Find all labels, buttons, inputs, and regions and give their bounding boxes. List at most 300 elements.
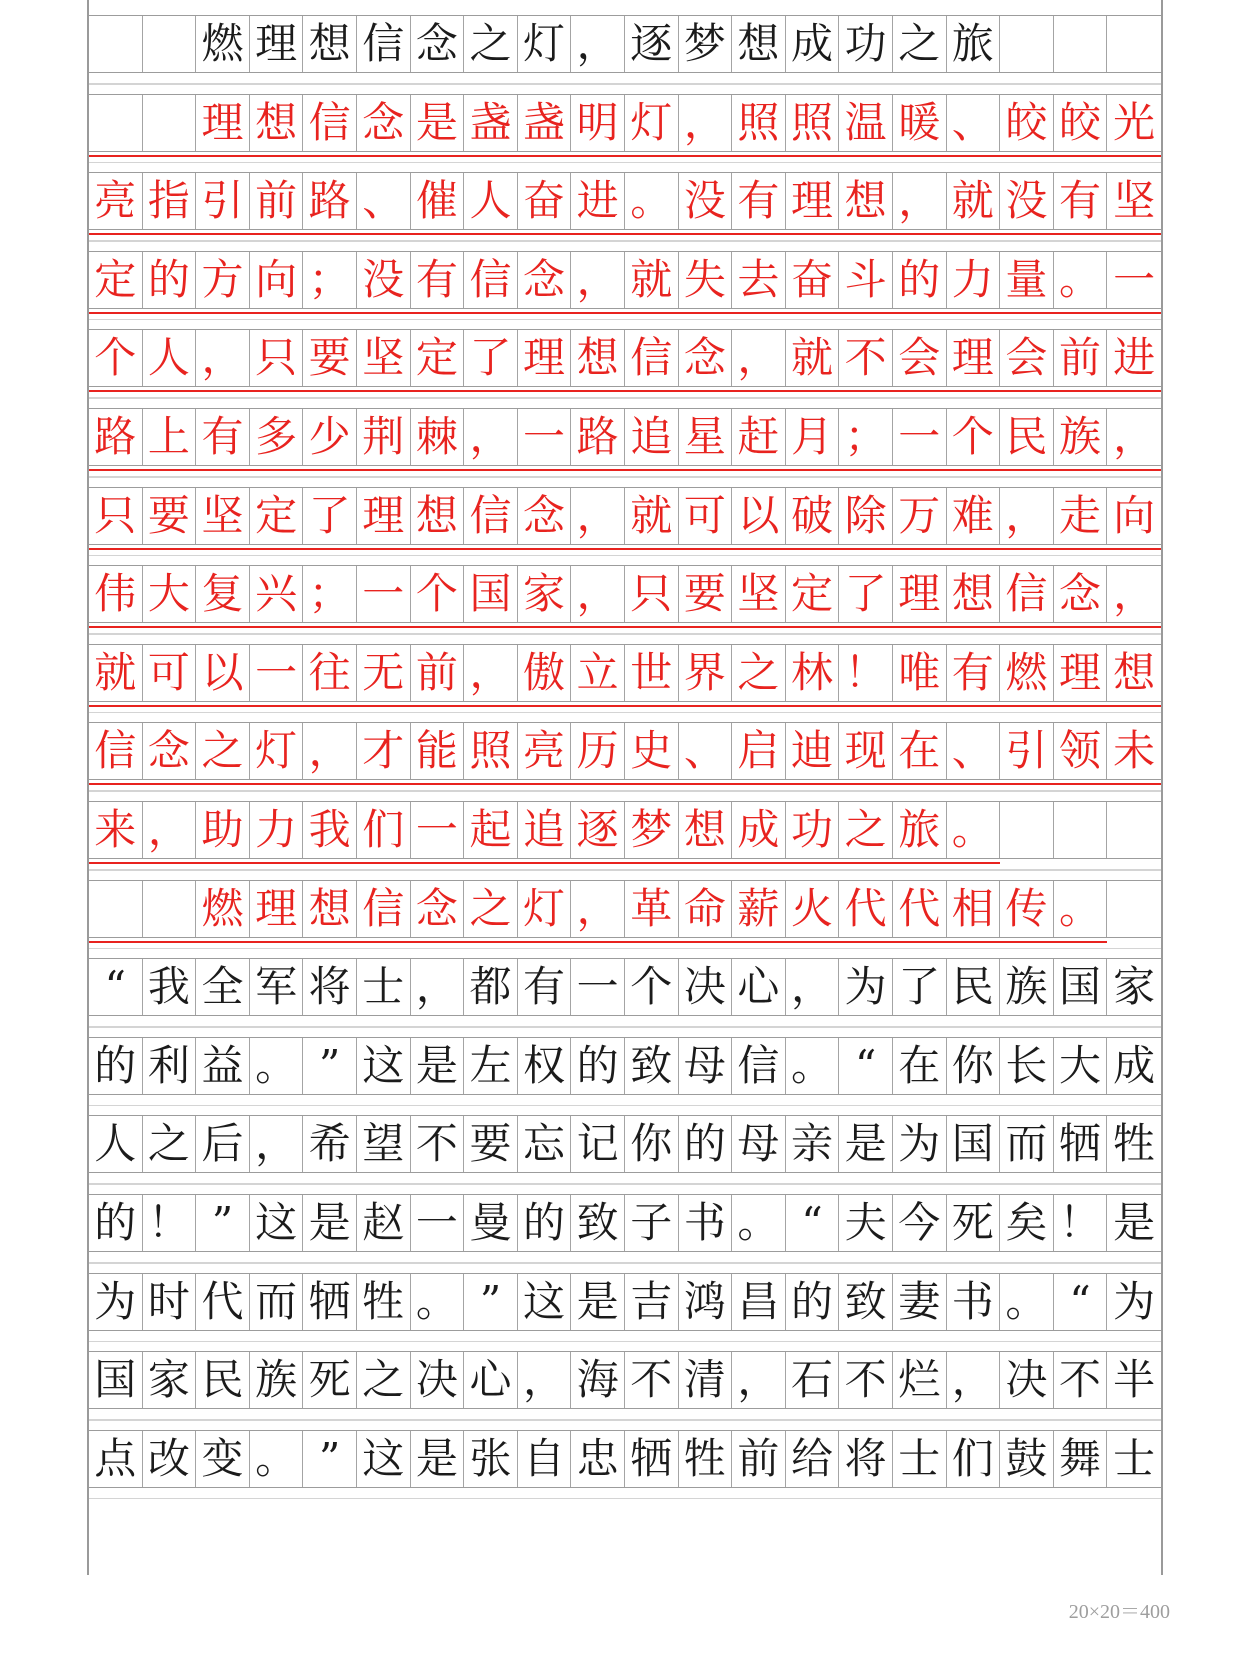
grid-cell: 进 — [571, 173, 625, 229]
grid-cell: 只 — [89, 488, 143, 544]
grid-cell: 、 — [679, 723, 733, 779]
grid-cell: ； — [839, 409, 893, 465]
grid-cell: 。 — [947, 802, 1001, 858]
row-gap-line — [89, 1026, 1161, 1028]
grid-cell: ” — [464, 1274, 518, 1330]
grid-cell: 奋 — [786, 252, 840, 308]
grid-cell: 只 — [625, 566, 679, 622]
grid-cell: 皎 — [1000, 95, 1054, 151]
grid-cell: 了 — [839, 566, 893, 622]
grid-cell: 月 — [786, 409, 840, 465]
grid-cell: 赵 — [357, 1195, 411, 1251]
grid-cell: ， — [196, 330, 250, 386]
row-gap-line — [89, 397, 1161, 399]
grid-cell — [143, 95, 197, 151]
grid-cell: 信 — [732, 1038, 786, 1094]
grid-cell: 的 — [679, 1116, 733, 1172]
grid-cell: 之 — [464, 881, 518, 937]
grid-cell: 曼 — [464, 1195, 518, 1251]
grid-cell: 万 — [893, 488, 947, 544]
grid-cell: 可 — [679, 488, 733, 544]
grid-cell: 不 — [1054, 1352, 1108, 1408]
grid-cell — [1000, 802, 1054, 858]
grid-cell: 念 — [411, 881, 465, 937]
grid-cell: “ — [1054, 1274, 1108, 1330]
grid-cell: 逐 — [625, 16, 679, 72]
grid-cell: 国 — [1054, 959, 1108, 1015]
grid-cell: 吉 — [625, 1274, 679, 1330]
grid-cell: 点 — [89, 1431, 143, 1487]
grid-cell: 前 — [1054, 330, 1108, 386]
grid-cell: 士 — [1113, 1433, 1156, 1483]
grid-cell: 子 — [625, 1195, 679, 1251]
grid-cell: 定 — [89, 252, 143, 308]
grid-cell: 代 — [196, 1274, 250, 1330]
grid-cell: ， — [143, 802, 197, 858]
row-gap-line — [89, 319, 1161, 321]
grid-cell: 记 — [571, 1116, 625, 1172]
grid-cell: 指 — [143, 173, 197, 229]
grid-cell: 矣 — [1000, 1195, 1054, 1251]
grid-cell: ， — [571, 881, 625, 937]
grid-cell: 革 — [625, 881, 679, 937]
grid-cell: 前 — [411, 645, 465, 701]
grid-cell: 信 — [89, 723, 143, 779]
grid-cell: 的 — [571, 1038, 625, 1094]
grid-cell: 的 — [786, 1274, 840, 1330]
grid-cell: 要 — [464, 1116, 518, 1172]
grid-cell: 忠 — [571, 1431, 625, 1487]
text-row — [89, 722, 1161, 780]
grid-cell: 有 — [196, 409, 250, 465]
manuscript-grid — [87, 0, 1163, 1575]
grid-cell: 今 — [893, 1195, 947, 1251]
grid-cell: 了 — [893, 959, 947, 1015]
grid-cell: 灯 — [518, 16, 572, 72]
grid-cell: 念 — [518, 488, 572, 544]
grid-cell: 的 — [893, 252, 947, 308]
grid-cell: 清 — [679, 1352, 733, 1408]
grid-cell: 催 — [411, 173, 465, 229]
grid-cell: 牲 — [357, 1274, 411, 1330]
grid-cell: 向 — [1113, 490, 1156, 540]
grid-cell: 燃 — [196, 16, 250, 72]
row-gap-line — [89, 83, 1161, 85]
grid-cell: 改 — [143, 1431, 197, 1487]
grid-cell: 想 — [947, 566, 1001, 622]
grid-cell: ， — [518, 1352, 572, 1408]
text-row — [89, 1037, 1161, 1095]
grid-cell: 燃 — [1000, 645, 1054, 701]
grid-cell: 张 — [464, 1431, 518, 1487]
grid-cell: 牺 — [625, 1431, 679, 1487]
grid-cell: 不 — [411, 1116, 465, 1172]
grid-cell — [1054, 802, 1108, 858]
row-gap-line — [89, 1105, 1161, 1107]
grid-cell: 民 — [1000, 409, 1054, 465]
grid-cell: 理 — [947, 330, 1001, 386]
grid-cell: 理 — [357, 488, 411, 544]
grid-cell: 想 — [303, 881, 357, 937]
grid-cell: 你 — [947, 1038, 1001, 1094]
grid-cell: 就 — [947, 173, 1001, 229]
grid-cell: 致 — [839, 1274, 893, 1330]
grid-cell: 历 — [571, 723, 625, 779]
grid-cell: 牺 — [1054, 1116, 1108, 1172]
red-underline — [89, 233, 1161, 235]
grid-cell: 立 — [571, 645, 625, 701]
grid-cell: 前 — [250, 173, 304, 229]
grid-cell: 一 — [411, 1195, 465, 1251]
grid-cell: 力 — [250, 802, 304, 858]
grid-cell: 为 — [1113, 1276, 1156, 1326]
grid-cell: 个 — [947, 409, 1001, 465]
grid-cell: 大 — [1054, 1038, 1108, 1094]
grid-cell: 信 — [357, 881, 411, 937]
grid-cell: 信 — [625, 330, 679, 386]
grid-cell: 。 — [732, 1195, 786, 1251]
grid-cell — [89, 95, 143, 151]
text-row — [89, 958, 1161, 1016]
grid-cell: 母 — [679, 1038, 733, 1094]
text-row — [89, 1273, 1161, 1331]
grid-cell: 成 — [1113, 1040, 1156, 1090]
grid-cell: 时 — [143, 1274, 197, 1330]
grid-cell: 不 — [625, 1352, 679, 1408]
red-underline — [89, 783, 1161, 785]
grid-cell: 之 — [839, 802, 893, 858]
grid-cell: 一 — [411, 802, 465, 858]
grid-cell: 旅 — [947, 16, 1001, 72]
grid-cell: 定 — [250, 488, 304, 544]
text-row — [89, 408, 1161, 466]
grid-cell: 定 — [786, 566, 840, 622]
grid-cell: 是 — [411, 1431, 465, 1487]
grid-cell: 理 — [518, 330, 572, 386]
grid-cell: 利 — [143, 1038, 197, 1094]
grid-cell: 要 — [143, 488, 197, 544]
grid-cell: 力 — [947, 252, 1001, 308]
grid-cell: 、 — [947, 723, 1001, 779]
grid-cell: 斗 — [839, 252, 893, 308]
grid-cell: 没 — [679, 173, 733, 229]
grid-cell: 会 — [1000, 330, 1054, 386]
row-gap-line — [89, 555, 1161, 557]
grid-cell: 坚 — [1113, 176, 1156, 226]
grid-cell — [1107, 881, 1161, 937]
grid-cell: 要 — [679, 566, 733, 622]
grid-cell: 、 — [357, 173, 411, 229]
grid-cell: 前 — [732, 1431, 786, 1487]
grid-cell: 是 — [1113, 1198, 1156, 1247]
grid-cell: ， — [571, 566, 625, 622]
row-gap-line — [89, 948, 1161, 950]
grid-cell: 赶 — [732, 409, 786, 465]
grid-cell: 信 — [464, 252, 518, 308]
red-underline — [89, 312, 1161, 314]
grid-cell: 族 — [250, 1352, 304, 1408]
grid-cell: 傲 — [518, 645, 572, 701]
grid-cell: 梦 — [625, 802, 679, 858]
red-underline — [89, 941, 1107, 943]
grid-cell: 。 — [625, 173, 679, 229]
grid-cell: 灯 — [250, 723, 304, 779]
red-underline — [89, 862, 1000, 864]
grid-cell: 不 — [839, 330, 893, 386]
row-gap-line — [89, 162, 1161, 164]
grid-cell: 有 — [732, 173, 786, 229]
grid-cell: 走 — [1054, 488, 1108, 544]
grid-cell: 星 — [679, 409, 733, 465]
grid-cell: ， — [732, 330, 786, 386]
grid-cell: 无 — [357, 645, 411, 701]
grid-cell: “ — [89, 959, 143, 1015]
grid-cell: ， — [1000, 488, 1054, 544]
grid-cell: 照 — [464, 723, 518, 779]
grid-cell: 人 — [143, 330, 197, 386]
grid-cell: 亮 — [89, 173, 143, 229]
grid-cell: ， — [679, 95, 733, 151]
grid-cell: 旅 — [893, 802, 947, 858]
grid-cell — [1000, 16, 1054, 72]
grid-cell: 民 — [196, 1352, 250, 1408]
grid-cell: 家 — [143, 1352, 197, 1408]
grid-cell: 念 — [1054, 566, 1108, 622]
grid-cell: 盏 — [518, 95, 572, 151]
grid-cell: 这 — [250, 1195, 304, 1251]
grid-cell: 火 — [786, 881, 840, 937]
grid-cell: ！ — [839, 645, 893, 701]
grid-cell: 念 — [357, 95, 411, 151]
grid-cell: ” — [303, 1038, 357, 1094]
grid-cell: 左 — [464, 1038, 518, 1094]
grid-cell: 坚 — [357, 330, 411, 386]
grid-cell: 想 — [411, 488, 465, 544]
grid-cell: 进 — [1113, 333, 1156, 383]
grid-cell: 。 — [1054, 881, 1108, 937]
grid-cell: 传 — [1000, 881, 1054, 937]
grid-cell: 引 — [196, 173, 250, 229]
grid-cell: ！ — [1054, 1195, 1108, 1251]
grid-cell: 望 — [357, 1116, 411, 1172]
grid-cell: 为 — [893, 1116, 947, 1172]
row-gap-line — [89, 1262, 1161, 1264]
grid-cell: 的 — [518, 1195, 572, 1251]
grid-cell: 给 — [786, 1431, 840, 1487]
grid-cell: 们 — [357, 802, 411, 858]
grid-cell: 有 — [518, 959, 572, 1015]
grid-cell: 。 — [786, 1038, 840, 1094]
grid-cell: 功 — [839, 16, 893, 72]
row-gap-line — [89, 1419, 1161, 1421]
grid-cell: 了 — [464, 330, 518, 386]
grid-cell: 薪 — [732, 881, 786, 937]
grid-cell: 致 — [625, 1038, 679, 1094]
grid-cell — [143, 16, 197, 72]
grid-cell: 决 — [1000, 1352, 1054, 1408]
grid-cell: 之 — [893, 16, 947, 72]
grid-cell: 舞 — [1054, 1431, 1108, 1487]
grid-cell: 而 — [250, 1274, 304, 1330]
grid-cell: 全 — [196, 959, 250, 1015]
grid-cell: 心 — [464, 1352, 518, 1408]
grid-cell: 士 — [357, 959, 411, 1015]
text-row — [89, 172, 1161, 230]
grid-cell: 决 — [411, 1352, 465, 1408]
grid-cell: 念 — [411, 16, 465, 72]
grid-cell: 起 — [464, 802, 518, 858]
grid-cell: 要 — [303, 330, 357, 386]
grid-cell: 灯 — [625, 95, 679, 151]
grid-cell: ； — [303, 252, 357, 308]
grid-cell: 想 — [303, 16, 357, 72]
grid-cell: 想 — [839, 173, 893, 229]
grid-cell: 石 — [786, 1352, 840, 1408]
text-row — [89, 801, 1161, 859]
grid-cell: 来 — [89, 802, 143, 858]
row-gap-line — [89, 633, 1161, 635]
grid-cell: 。 — [1000, 1274, 1054, 1330]
grid-cell: 追 — [518, 802, 572, 858]
grid-cell: 荆 — [357, 409, 411, 465]
grid-cell: 人 — [464, 173, 518, 229]
grid-cell: 没 — [357, 252, 411, 308]
grid-cell: 上 — [143, 409, 197, 465]
grid-cell: 就 — [89, 645, 143, 701]
grid-cell: 追 — [625, 409, 679, 465]
grid-cell: 民 — [947, 959, 1001, 1015]
grid-cell: 以 — [196, 645, 250, 701]
grid-cell: 变 — [196, 1431, 250, 1487]
grid-cell: 没 — [1000, 173, 1054, 229]
grid-cell: 定 — [411, 330, 465, 386]
grid-cell: 量 — [1000, 252, 1054, 308]
row-gap-line — [89, 1341, 1161, 1343]
row-gap-line — [89, 869, 1161, 871]
grid-cell: 助 — [196, 802, 250, 858]
grid-cell: ， — [464, 645, 518, 701]
grid-cell: 军 — [250, 959, 304, 1015]
grid-cell: 会 — [893, 330, 947, 386]
grid-cell: 棘 — [411, 409, 465, 465]
grid-cell: 你 — [625, 1116, 679, 1172]
grid-cell: 皎 — [1054, 95, 1108, 151]
grid-cell: 我 — [143, 959, 197, 1015]
grid-cell: 之 — [464, 16, 518, 72]
grid-cell: 我 — [303, 802, 357, 858]
grid-cell: 就 — [625, 252, 679, 308]
grid-cell: 复 — [196, 566, 250, 622]
grid-cell: 迪 — [786, 723, 840, 779]
grid-cell: 往 — [303, 645, 357, 701]
grid-cell: 理 — [893, 566, 947, 622]
grid-cell: 燃 — [196, 881, 250, 937]
grid-cell: 成 — [786, 16, 840, 72]
grid-cell: 破 — [786, 488, 840, 544]
grid-cell: 照 — [732, 95, 786, 151]
grid-cell: 半 — [1113, 1355, 1156, 1405]
text-row — [89, 1115, 1161, 1173]
grid-cell: 忘 — [518, 1116, 572, 1172]
grid-cell: 之 — [143, 1116, 197, 1172]
grid-cell: 族 — [1000, 959, 1054, 1015]
grid-cell: 死 — [947, 1195, 1001, 1251]
grid-cell: 书 — [947, 1274, 1001, 1330]
grid-cell — [1054, 16, 1108, 72]
grid-cell: 现 — [839, 723, 893, 779]
grid-cell: 信 — [464, 488, 518, 544]
grid-cell: 路 — [303, 173, 357, 229]
grid-cell: 了 — [303, 488, 357, 544]
grid-cell: 以 — [732, 488, 786, 544]
grid-cell: 致 — [571, 1195, 625, 1251]
grid-cell: 梦 — [679, 16, 733, 72]
grid-cell: 个 — [625, 959, 679, 1015]
text-row — [89, 94, 1161, 152]
grid-cell: 母 — [732, 1116, 786, 1172]
grid-cell: 不 — [839, 1352, 893, 1408]
grid-cell: 士 — [893, 1431, 947, 1487]
grid-cell: 在 — [893, 1038, 947, 1094]
grid-cell: 照 — [786, 95, 840, 151]
grid-cell: 念 — [143, 723, 197, 779]
red-underline — [89, 155, 1161, 157]
grid-cell: 代 — [839, 881, 893, 937]
grid-cell: 妻 — [893, 1274, 947, 1330]
grid-cell: ， — [786, 959, 840, 1015]
grid-cell: 个 — [411, 566, 465, 622]
red-underline — [89, 548, 1161, 550]
red-underline — [89, 705, 1161, 707]
title-row — [89, 15, 1161, 73]
grid-cell: 个 — [89, 330, 143, 386]
grid-cell: 。 — [1054, 252, 1108, 308]
grid-cell: 念 — [679, 330, 733, 386]
grid-cell: 大 — [143, 566, 197, 622]
grid-cell: 将 — [303, 959, 357, 1015]
grid-cell: 后 — [196, 1116, 250, 1172]
grid-cell: 一 — [571, 959, 625, 1015]
grid-cell: 奋 — [518, 173, 572, 229]
grid-cell: ， — [464, 409, 518, 465]
grid-cell: 权 — [518, 1038, 572, 1094]
grid-cell: ， — [571, 16, 625, 72]
grid-cell: 这 — [518, 1274, 572, 1330]
grid-cell: 国 — [89, 1352, 143, 1408]
grid-cell: 想 — [571, 330, 625, 386]
grid-cell: 念 — [518, 252, 572, 308]
grid-cell: “ — [839, 1038, 893, 1094]
grid-cell: 理 — [1054, 645, 1108, 701]
grid-cell: 路 — [571, 409, 625, 465]
grid-cell: 有 — [947, 645, 1001, 701]
grid-cell: 可 — [143, 645, 197, 701]
grid-cell: 领 — [1054, 723, 1108, 779]
grid-cell — [89, 16, 143, 72]
grid-cell: 亮 — [518, 723, 572, 779]
grid-cell: 未 — [1113, 726, 1156, 776]
grid-cell: 的 — [89, 1038, 143, 1094]
text-row — [89, 1351, 1161, 1409]
grid-cell: 坚 — [732, 566, 786, 622]
row-gap-line — [89, 1183, 1161, 1185]
grid-cell: 史 — [625, 723, 679, 779]
grid-cell: ， — [411, 959, 465, 1015]
grid-cell: 家 — [518, 566, 572, 622]
grid-cell: 人 — [89, 1116, 143, 1172]
grid-cell: 暖 — [893, 95, 947, 151]
grid-cell: 多 — [250, 409, 304, 465]
